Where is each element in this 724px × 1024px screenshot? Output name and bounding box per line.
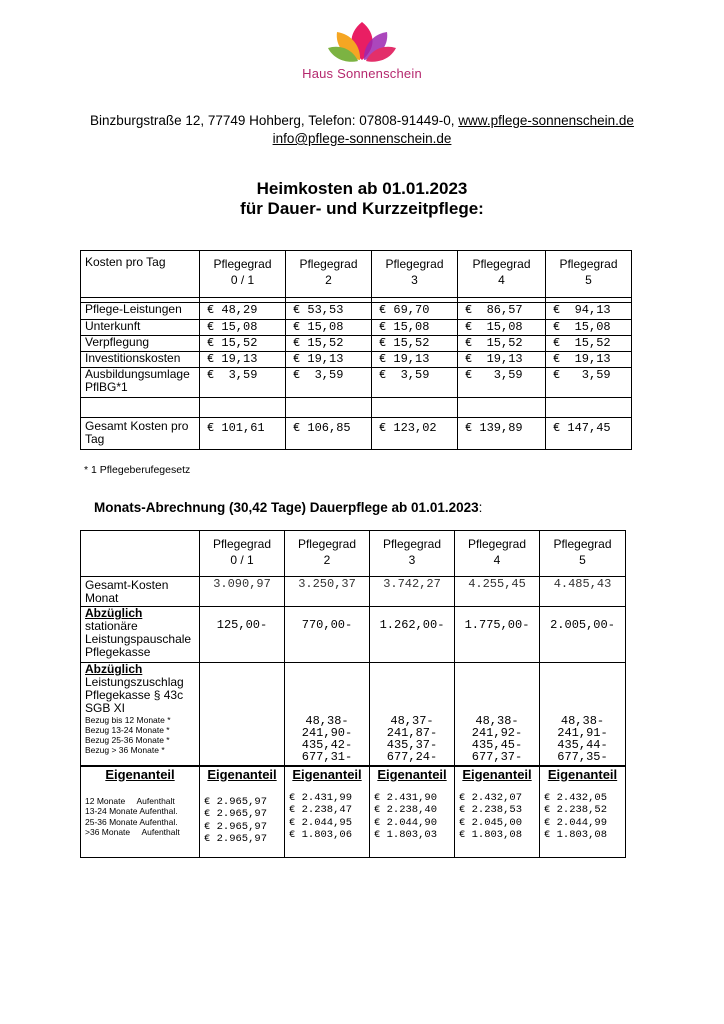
address-line — [0, 112, 724, 130]
table-cell: Pflege-Leistungen — [81, 303, 200, 320]
cell-text: Pflegegrad — [467, 537, 527, 551]
table-cell: 48,38- 241,90- 435,42- 677,31- — [285, 663, 370, 766]
address-text: Binzburgstraße 12, 77749 Hohberg, Telefon: 07808-91449-0, — [90, 113, 459, 128]
table-cell: € 15,08 — [286, 320, 372, 336]
monthly-subtitle — [94, 500, 482, 515]
corner-label: Kosten pro Tag — [81, 251, 200, 298]
cell-text: € 2.432,07 € 2.238,53 € 2.045,00 € 1.803,08 — [459, 791, 523, 841]
cell-text: 3 — [408, 553, 416, 567]
header-pg5 — [540, 531, 626, 577]
table-cell: 1.775,00- — [455, 607, 540, 663]
gesamt-row — [81, 577, 626, 607]
table-cell — [81, 663, 200, 766]
monthly-cost-table — [80, 530, 626, 858]
table-cell: € 69,70 — [372, 303, 458, 320]
header-pg4 — [458, 251, 546, 298]
table-cell — [286, 398, 372, 418]
table-row — [81, 368, 632, 398]
table-cell: 4.255,45 — [455, 577, 540, 607]
cell-text: Eigenanteil — [462, 766, 532, 782]
table-cell: € 19,13 — [200, 352, 286, 368]
table-cell: 770,00- — [285, 607, 370, 663]
cell-text: 4 — [493, 553, 501, 567]
cell-text: Eigenanteil — [547, 766, 618, 782]
table-cell: € 15,08 — [546, 320, 632, 336]
table-cell — [285, 766, 370, 858]
cell-text: 5 — [585, 273, 592, 287]
cell-text: Pflegegrad — [385, 257, 444, 271]
table-cell: 3.250,37 — [285, 577, 370, 607]
total-row — [81, 418, 632, 450]
table-cell: € 15,08 — [200, 320, 286, 336]
cell-text: € 2.432,05 € 2.238,52 € 2.044,99 € 1.803,08 — [544, 791, 608, 841]
table-cell: 125,00- — [200, 607, 285, 663]
header-pg5 — [546, 251, 632, 298]
eigenanteil-row — [81, 766, 626, 858]
table-cell: € 106,85 — [286, 418, 372, 450]
table-cell: Unterkunft — [81, 320, 200, 336]
logo-text: Haus Sonnenschein — [302, 66, 422, 81]
email-link[interactable]: info@pflege-sonnenschein.de — [272, 131, 452, 146]
table-cell: € 53,53 — [286, 303, 372, 320]
cell-text: Pflegegrad — [382, 537, 442, 551]
table-cell — [200, 398, 286, 418]
lotus-flower-icon — [327, 20, 397, 64]
table-cell — [458, 398, 546, 418]
title-line-1: Heimkosten ab 01.01.2023 — [256, 179, 468, 198]
table-cell: Gesamt Kosten pro Tag — [81, 418, 200, 450]
cell-text: Bezug > 36 Monate * — [85, 745, 165, 755]
cell-text: 2 — [325, 273, 332, 287]
table-cell: € 3,59 — [286, 368, 372, 398]
table-cell: 4.485,43 — [540, 577, 626, 607]
header-pg2 — [286, 251, 372, 298]
table-cell: € 86,57 — [458, 303, 546, 320]
cell-text: Pflegegrad — [297, 537, 357, 551]
cell-text: Leistungszuschlag Pflegekasse § 43c SGB XI — [85, 675, 184, 715]
cell-text: Bezug 13-24 Monate * — [85, 725, 170, 735]
cell-text: : — [478, 500, 483, 515]
table-row — [81, 352, 632, 368]
title-line-2: für Dauer- und Kurzzeitpflege: — [240, 199, 484, 218]
cell-text: Bezug 25-36 Monate * — [85, 735, 170, 745]
pauschale-row — [81, 607, 626, 663]
table-cell: € 19,13 — [372, 352, 458, 368]
table-header-row — [81, 251, 632, 298]
table-cell: € 3,59 — [200, 368, 286, 398]
table-cell: € 94,13 — [546, 303, 632, 320]
table-cell: € 19,13 — [546, 352, 632, 368]
table-row — [81, 320, 632, 336]
cell-text: Pflegegrad — [212, 537, 272, 551]
table-cell: 1.262,00- — [370, 607, 455, 663]
table-cell — [81, 766, 200, 858]
cell-text: 0 / 1 — [230, 273, 255, 287]
cell-text: € 2.965,97 € 2.965,97 € 2.965,97 € 2.965,97 — [204, 795, 268, 845]
table-cell: 48,38- 241,92- 435,45- 677,37- — [455, 663, 540, 766]
cell-text: Eigenanteil — [377, 766, 447, 782]
table-cell: Verpflegung — [81, 336, 200, 352]
page-title — [0, 179, 724, 219]
cell-text: Pflegegrad — [559, 257, 618, 271]
cell-text: Eigenanteil — [105, 766, 175, 782]
table-cell — [370, 766, 455, 858]
cell-text: € 2.431,90 € 2.238,40 € 2.044,90 € 1.803,03 — [374, 791, 438, 841]
cell-text: 4 — [498, 273, 505, 287]
cell-text: Pflegegrad — [213, 257, 272, 271]
cell-text: Bezug bis 12 Monate * — [85, 715, 171, 725]
table-cell: € 3,59 — [546, 368, 632, 398]
cell-text: Pflegegrad — [553, 537, 612, 551]
header-pg01 — [200, 251, 286, 298]
cell-text — [0, 130, 724, 148]
header-pg4 — [455, 531, 540, 577]
cell-text: Monats-Abrechnung (30,42 Tage) Dauerpflege ab 01.01.2023 — [94, 500, 479, 515]
cell-text: stationäre Leistungspauschale Pflegekasse — [85, 619, 192, 659]
table-cell: 2.005,00- — [540, 607, 626, 663]
table-cell — [81, 607, 200, 663]
table-cell: € 15,52 — [372, 336, 458, 352]
table-cell — [455, 766, 540, 858]
table-cell: € 15,08 — [458, 320, 546, 336]
table-cell — [200, 766, 285, 858]
cell-text: Pflegegrad — [472, 257, 531, 271]
table-cell — [372, 398, 458, 418]
table-cell: € 19,13 — [458, 352, 546, 368]
table-cell: Investitionskosten — [81, 352, 200, 368]
table-cell: € 15,52 — [200, 336, 286, 352]
header-pg3 — [372, 251, 458, 298]
table-cell: € 15,52 — [458, 336, 546, 352]
cell-text: 0 / 1 — [230, 553, 254, 567]
table-cell: € 48,29 — [200, 303, 286, 320]
table-row — [81, 303, 632, 320]
cell-text: Abzüglich — [85, 662, 143, 676]
daily-cost-table — [80, 250, 632, 450]
table-cell — [81, 398, 200, 418]
cell-text: 3 — [411, 273, 418, 287]
cell-text: Eigenanteil — [207, 766, 277, 782]
table-cell: 48,37- 241,87- 435,37- 677,24- — [370, 663, 455, 766]
zuschlag-row — [81, 663, 626, 766]
table-cell: € 147,45 — [546, 418, 632, 450]
header-pg2 — [285, 531, 370, 577]
cell-text: 12 Monate Aufenthalt 13-24 Monate Aufenthal. 25-36 Monate Aufenthal. >36 Monate Aufenthalt — [85, 795, 180, 837]
table-cell: € 3,59 — [458, 368, 546, 398]
table-cell: € 101,61 — [200, 418, 286, 450]
table-cell: € 15,52 — [546, 336, 632, 352]
table-cell — [81, 531, 200, 577]
table-cell: € 15,08 — [372, 320, 458, 336]
address-block — [0, 112, 724, 148]
footnote: * 1 Pflegeberufegesetz — [84, 464, 191, 476]
table-cell — [540, 766, 626, 858]
table-cell — [200, 663, 285, 766]
header-pg3 — [370, 531, 455, 577]
cell-text: Pflegegrad — [299, 257, 358, 271]
table-cell: 3.742,27 — [370, 577, 455, 607]
cell-text: 2 — [323, 553, 331, 567]
table-row — [81, 336, 632, 352]
table-cell: € 19,13 — [286, 352, 372, 368]
cell-text: € 2.431,99 € 2.238,47 € 2.044,95 € 1.803,06 — [289, 791, 353, 841]
cell-text: Eigenanteil — [292, 766, 362, 782]
table-cell — [546, 398, 632, 418]
table-cell: € 3,59 — [372, 368, 458, 398]
table-cell: 48,38- 241,91- 435,44- 677,35- — [540, 663, 626, 766]
table-cell: € 15,52 — [286, 336, 372, 352]
table-cell: € 123,02 — [372, 418, 458, 450]
table-cell: Ausbildungsumlage PflBG*1 — [81, 368, 200, 398]
table-cell: € 139,89 — [458, 418, 546, 450]
table-cell: Gesamt-Kosten Monat — [81, 577, 200, 607]
logo — [300, 20, 424, 90]
table-cell: 3.090,97 — [200, 577, 285, 607]
cell-text: Abzüglich — [85, 606, 143, 620]
cell-text: 5 — [579, 553, 586, 567]
header-pg01 — [200, 531, 285, 577]
website-link[interactable]: www.pflege-sonnenschein.de — [458, 113, 634, 128]
table-header-row — [81, 531, 626, 577]
